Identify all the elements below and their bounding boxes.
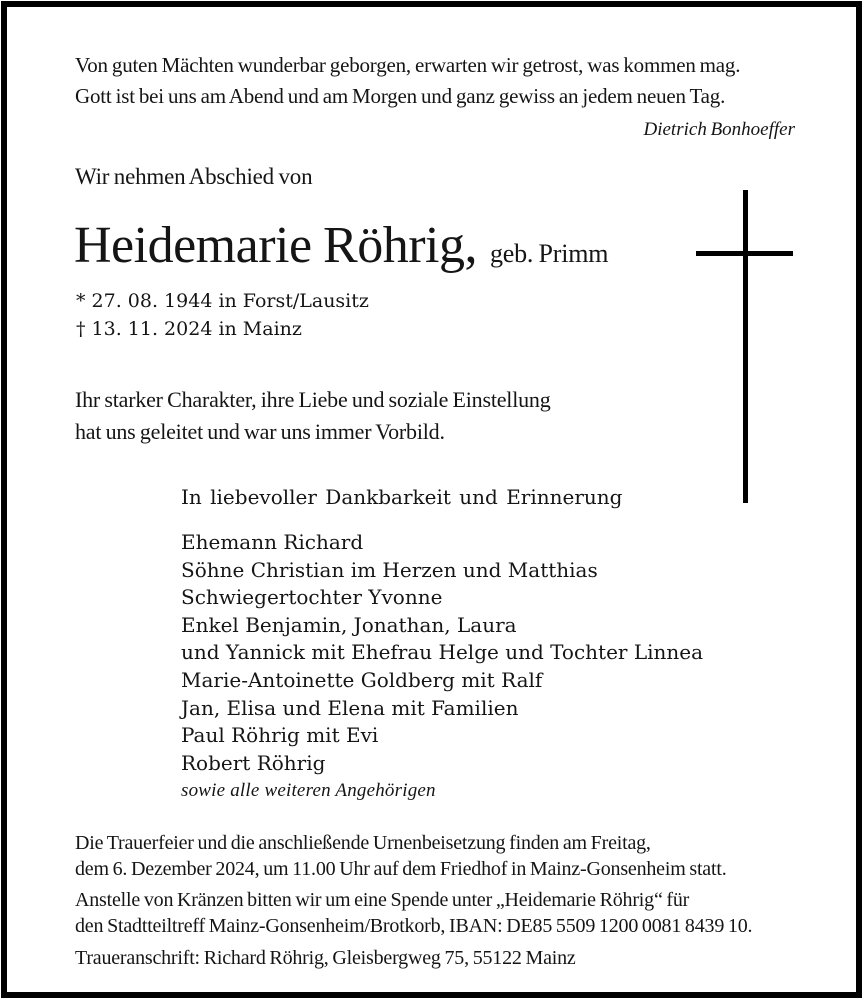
mourner-line: Marie-Antoinette Goldberg mit Ralf — [181, 667, 543, 692]
tribute-line-1: Ihr starker Charakter, ihre Liebe und soziale Einstellung — [75, 387, 551, 412]
mourner-line: Söhne Christian im Herzen und Matthias — [181, 557, 598, 582]
mourner-line: Ehemann Richard — [181, 530, 364, 554]
mourner-line: Jan, Elisa und Elena mit Familien — [181, 695, 519, 720]
tribute-line-2: hat uns geleitet und war uns immer Vorbild. — [75, 419, 445, 444]
funeral-line-2: dem 6. Dezember 2024, um 11.00 Uhr auf dem Friedhof in Mainz-Gonsenheim statt. — [75, 857, 727, 880]
funeral-info — [75, 831, 727, 882]
mourners-footer: sowie alle weiteren Angehörigen — [181, 780, 436, 802]
quote-line-2: Gott ist bei uns am Abend und am Morgen und ganz gewiss an jedem neuen Tag. — [75, 84, 726, 108]
funeral-line-1: Die Trauerfeier und die anschließende Urnenbeisetzung finden am Freitag, — [75, 832, 651, 854]
donation-line-1: Anstelle von Kränzen bitten wir um eine Spende unter „Heidemarie Röhrig“ für — [75, 889, 690, 911]
mourners-list — [181, 529, 703, 805]
mourner-line: Robert Röhrig — [181, 750, 326, 775]
intro-line: Wir nehmen Abschied von — [75, 164, 313, 189]
maiden-name: geb. Primm — [489, 239, 609, 268]
donation-info — [75, 888, 752, 939]
mourner-line: Enkel Benjamin, Jonathan, Laura — [181, 612, 517, 637]
life-dates — [76, 287, 369, 343]
death-date: † 13. 11. 2024 in Mainz — [76, 318, 302, 340]
deceased-name-row — [74, 216, 608, 275]
donation-line-2: den Stadtteiltreff Mainz-Gonsenheim/Brotkorb, IBAN: DE85 5509 1200 0081 8439 10. — [75, 914, 753, 937]
memorial-cross-icon-bar — [696, 251, 793, 256]
mourning-address: Traueranschrift: Richard Röhrig, Gleisbergweg 75, 55122 Mainz — [75, 947, 576, 969]
quote-attribution: Dietrich Bonhoeffer — [643, 119, 795, 140]
memorial-cross-icon — [743, 190, 748, 503]
mourner-line: Paul Röhrig mit Evi — [181, 723, 379, 748]
deceased-name: Heidemarie Röhrig, — [74, 217, 477, 274]
quote-line-1: Von guten Mächten wunderbar geborgen, erwarten wir getrost, was kommen mag. — [75, 53, 741, 77]
mourners-heading: In liebevoller Dankbarkeit und Erinnerung — [181, 485, 623, 509]
tribute-text — [75, 384, 551, 448]
mourner-line: Schwiegertochter Yvonne — [181, 585, 443, 610]
mourner-line: und Yannick mit Ehefrau Helge und Tochter Linnea — [181, 640, 704, 665]
birth-date: * 27. 08. 1944 in Forst/Lausitz — [76, 290, 369, 312]
opening-quote — [75, 50, 795, 145]
